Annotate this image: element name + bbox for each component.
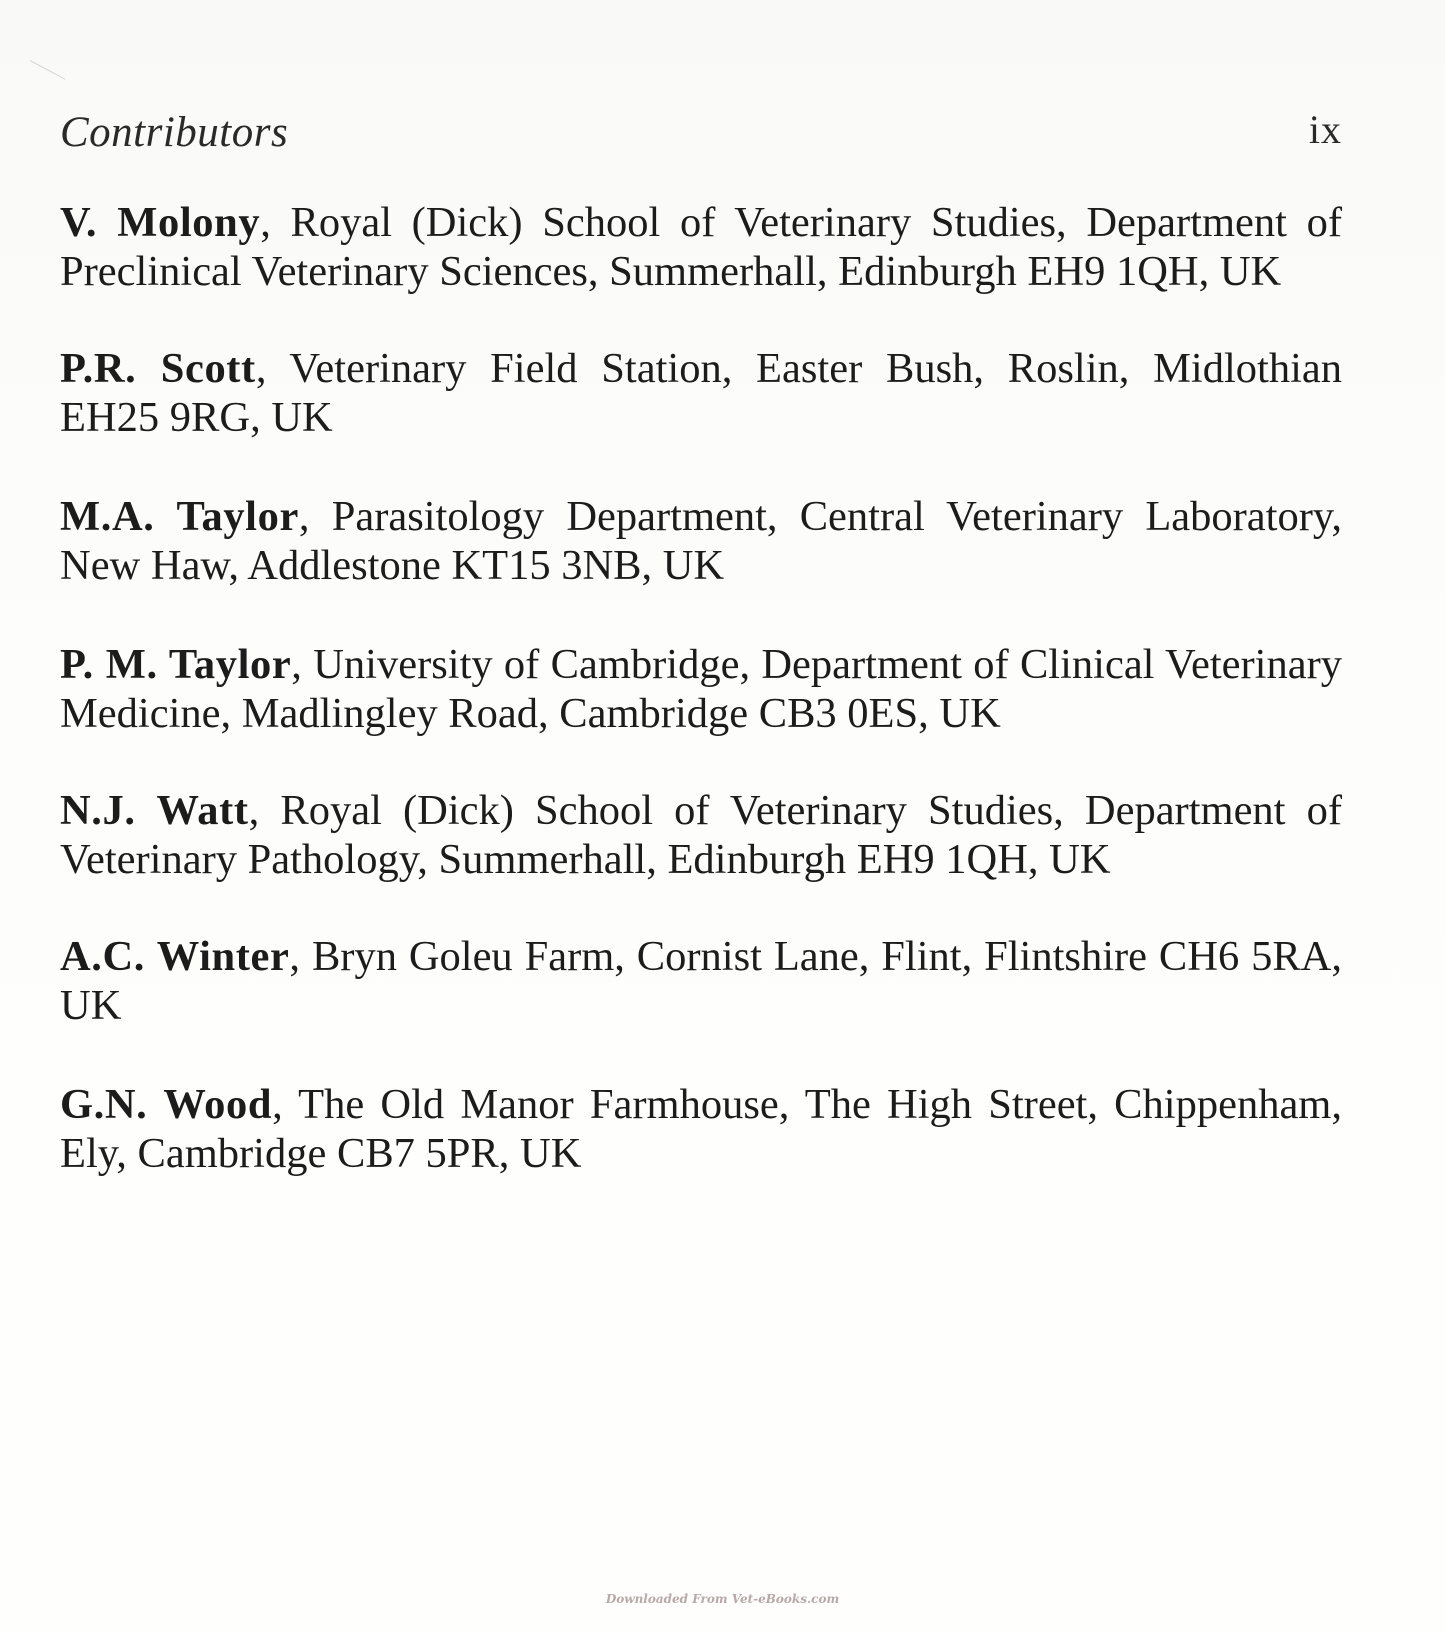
- contributor-address: Bryn Goleu Farm, Cornist Lane, Flint, Flintshire CH6 5RA, UK: [60, 933, 1343, 1029]
- page-number: ix: [1308, 107, 1342, 152]
- contributor-entry: V. Molony, Royal (Dick) School of Veterinary Studies, Department of Preclinical Veterinary Sciences, Summerhall, Edinburgh EH9 1QH, UK: [60, 199, 1342, 295]
- contributor-name: A.C. Winter: [60, 933, 290, 980]
- corner-mark: [30, 60, 66, 80]
- contributor-address: University of Cambridge, Department of Clinical Veterinary Medicine, Madlingley Road, Cambridge CB3 0ES, UK: [60, 641, 1343, 737]
- running-head-title: Contributors: [60, 109, 289, 156]
- contributor-name: P.R. Scott: [60, 345, 256, 392]
- contributor-entry: P.R. Scott, Veterinary Field Station, Easter Bush, Roslin, Midlothian EH25 9RG, UK: [60, 345, 1343, 441]
- contributor-name: G.N. Wood: [60, 1081, 273, 1128]
- download-credit-watermark: Downloaded From Vet-eBooks.com: [605, 1592, 840, 1606]
- contributor-name: V. Molony: [60, 199, 261, 246]
- contributor-entry: M.A. Taylor, Parasitology Department, Central Veterinary Laboratory, New Haw, Addlestone KT15 3NB, UK: [60, 493, 1342, 589]
- contributor-entry: G.N. Wood, The Old Manor Farmhouse, The High Street, Chippenham, Ely, Cambridge CB7 5PR, UK: [60, 1081, 1342, 1177]
- contributor-address: Royal (Dick) School of Veterinary Studies, Department of Veterinary Pathology, Summerhall, Edinburgh EH9 1QH, UK: [60, 787, 1342, 883]
- contributor-address: Veterinary Field Station, Easter Bush, Roslin, Midlothian EH25 9RG, UK: [60, 345, 1343, 441]
- contributor-name: N.J. Watt: [60, 787, 249, 834]
- contributor-entry: N.J. Watt, Royal (Dick) School of Veterinary Studies, Department of Veterinary Pathology, Summerhall, Edinburgh EH9 1QH, UK: [60, 787, 1342, 883]
- contributor-address: Royal (Dick) School of Veterinary Studies, Department of Preclinical Veterinary Sciences, Summerhall, Edinburgh EH9 1QH, UK: [60, 199, 1342, 295]
- contributor-list: [60, 198, 1342, 1178]
- contributor-address: The Old Manor Farmhouse, The High Street, Chippenham, Ely, Cambridge CB7 5PR, UK: [60, 1081, 1342, 1177]
- contributor-entry: P. M. Taylor, University of Cambridge, Department of Clinical Veterinary Medicine, Madlingley Road, Cambridge CB3 0ES, UK: [60, 641, 1343, 737]
- contributor-address: Parasitology Department, Central Veterinary Laboratory, New Haw, Addlestone KT15 3NB, UK: [60, 493, 1342, 589]
- contributor-name: M.A. Taylor: [60, 493, 299, 540]
- contributor-entry: A.C. Winter, Bryn Goleu Farm, Cornist Lane, Flint, Flintshire CH6 5RA, UK: [60, 933, 1343, 1029]
- contributor-name: P. M. Taylor: [60, 641, 292, 688]
